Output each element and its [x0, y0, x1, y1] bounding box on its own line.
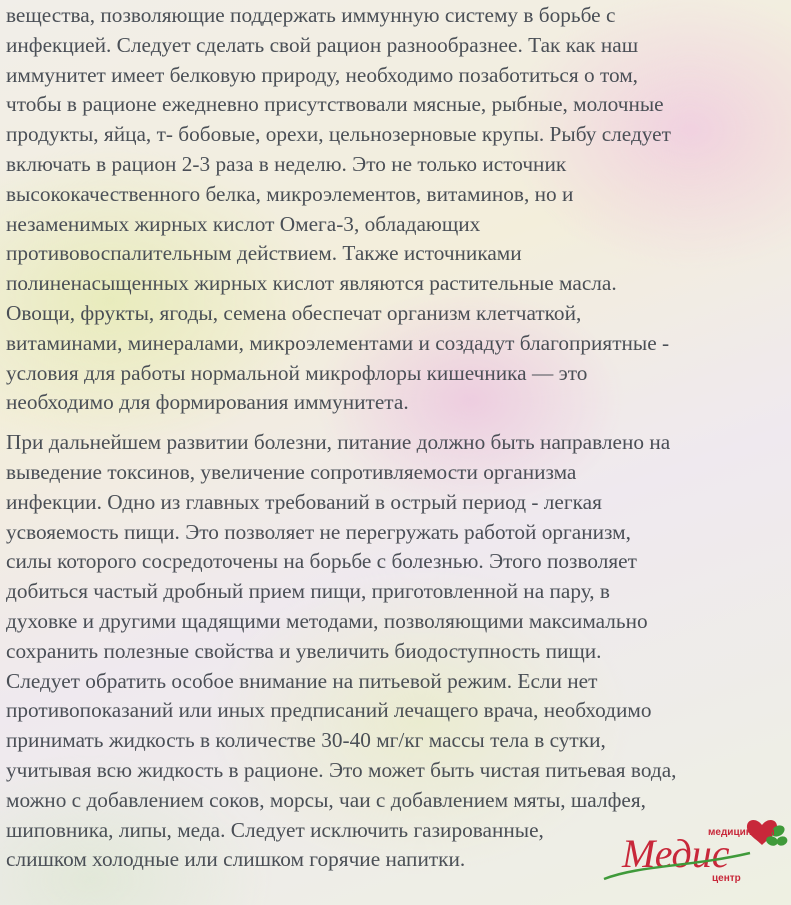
article-text — [6, 1, 791, 875]
text-line: инфекции. Одно из главных требований в острый период - легкая — [6, 489, 602, 514]
text-line: полиненасыщенных жирных кислот являются растительные масла. — [6, 271, 617, 296]
text-line: сохранить полезные свойства и увеличить биодоступность пищи. — [6, 638, 602, 663]
text-line: добиться частый дробный прием пищи, приготовленной на пару, в — [6, 579, 610, 604]
text-line: условия для работы нормальной микрофлоры кишечника — это — [6, 360, 588, 385]
paragraph-nutrition — [6, 1, 791, 418]
text-line: можно с добавлением соков, морсы, чаи с добавлением мяты, шалфея, — [6, 787, 646, 812]
text-line: незаменимых жирных кислот Омега-3, обладающих — [6, 211, 481, 236]
text-line: слишком холодные или слишком горячие напитки. — [6, 847, 466, 872]
text-line: При дальнейшем развитии болезни, питание должно быть направлено на — [6, 430, 671, 455]
text-line: силы которого сосредоточены на борьбе с болезнью. Этого позволяет — [6, 549, 637, 574]
text-line: учитывая всю жидкость в рационе. Это может быть чистая питьевая вода, — [6, 757, 677, 782]
text-line: усвояемость пищи. Это позволяет не перегружать работой организм, — [6, 519, 631, 544]
text-line: шиповника, липы, меда. Следует исключить газированные, — [6, 817, 544, 842]
logo-name-text: Медис — [622, 831, 730, 876]
paragraph-disease — [6, 428, 791, 666]
text-line: выведение токсинов, увеличение сопротивляемости организма — [6, 459, 577, 484]
logo-top-text: медицинский — [708, 827, 775, 838]
text-line: Овощи, фрукты, ягоды, семена обеспечат организм клетчаткой, — [6, 300, 582, 325]
text-line: необходимо для формирования иммунитета. — [6, 390, 409, 415]
text-line: духовке и другими щадящими методами, позволяющими максимально — [6, 608, 648, 633]
medis-logo — [600, 795, 790, 895]
text-line: чтобы в рационе ежедневно присутствовали мясные, рыбные, молочные — [6, 92, 664, 117]
text-line: Следует обратить особое внимание на питьевой режим. Если нет — [6, 668, 598, 693]
medis-logo-graphic — [600, 795, 790, 895]
text-line: продукты, яйца, т- бобовые, орехи, цельнозерновые крупы. Рыбу следует — [6, 122, 671, 147]
text-line: противовоспалительным действием. Также источниками — [6, 241, 522, 266]
text-line: противопоказаний или иных предписаний лечащего врача, необходимо — [6, 698, 652, 723]
text-line: высококачественного белка, микроэлементов, витаминов, но и — [6, 181, 574, 206]
logo-bottom-text: центр — [712, 873, 741, 884]
text-line: включать в рацион 2-3 раза в неделю. Это не только источник — [6, 151, 567, 176]
text-line: витаминами, минералами, микроэлементами и создадут благоприятные - — [6, 330, 670, 355]
text-line: инфекцией. Следует сделать свой рацион разнообразнее. Так как наш — [6, 32, 639, 57]
text-line: вещества, позволяющие поддержать иммунную систему в борьбе с — [6, 3, 616, 27]
text-line: принимать жидкость в количестве 30-40 мг/кг массы тела в сутки, — [6, 728, 606, 753]
text-line: иммунитет имеет белковую природу, необходимо позаботиться о том, — [6, 62, 639, 87]
